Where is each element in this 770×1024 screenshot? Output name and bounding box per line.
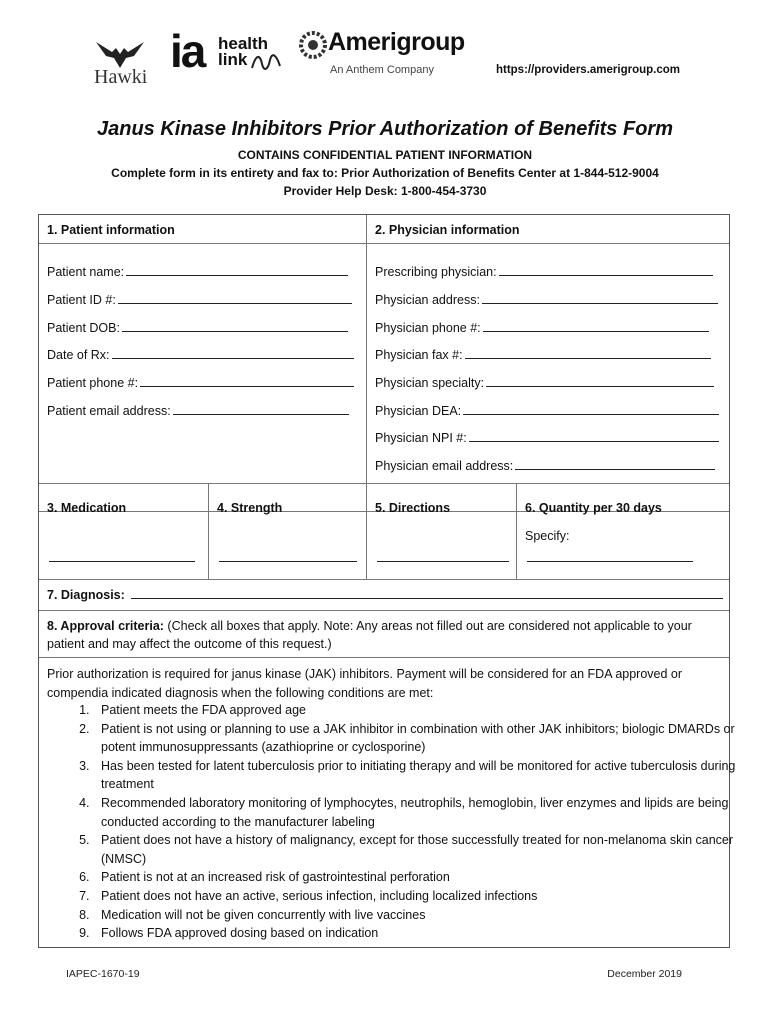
physician-address-field[interactable] [375, 291, 718, 307]
patient-email-field[interactable] [47, 402, 349, 418]
field-label: Prescribing physician: [375, 265, 497, 279]
field-label: Patient ID #: [47, 293, 116, 307]
form-code: IAPEC-1670-19 [66, 968, 140, 980]
condition-item[interactable]: 8. Medication will not be given concurrently with live vaccines [93, 906, 757, 925]
physician-dea-field[interactable] [375, 402, 719, 418]
hawki-logo-text: Hawki [94, 66, 148, 88]
field-label: Physician specialty: [375, 376, 485, 390]
prescribing-physician-field[interactable] [375, 263, 713, 279]
field-blank[interactable] [173, 402, 349, 415]
field-label: Patient email address: [47, 404, 171, 418]
amerigroup-logo-text: Amerigroup [328, 28, 465, 56]
physician-fax-field[interactable] [375, 346, 711, 362]
field-label: Physician DEA: [375, 404, 462, 418]
directions-heading: 5. Directions [375, 501, 451, 515]
field-blank[interactable] [131, 586, 723, 599]
fax-instructions: Complete form in its entirety and fax to: Prior Authorization of Benefits Center at 1-844-512-9004 [111, 166, 659, 180]
field-blank[interactable] [515, 457, 715, 470]
field-blank[interactable] [483, 319, 709, 332]
condition-item[interactable]: 4. Recommended laboratory monitoring of lymphocytes, neutrophils, hemoglobin, liver enzymes and lipids are being conducted according to the manufacturer labeling [93, 794, 757, 831]
physician-info-heading: 2. Physician information [375, 223, 520, 237]
physician-npi-field[interactable] [375, 429, 719, 445]
physician-specialty-field[interactable] [375, 374, 714, 390]
field-label: Physician email address: [375, 459, 514, 473]
ia-logo-text: ia [170, 25, 205, 77]
field-blank[interactable] [126, 263, 348, 276]
ia-health-link-logo [170, 25, 282, 80]
form-title: Janus Kinase Inhibitors Prior Authorization of Benefits Form [97, 118, 673, 140]
physician-phone-field[interactable] [375, 319, 709, 335]
field-blank[interactable] [499, 263, 713, 276]
hawki-logo [90, 38, 150, 90]
page-header [0, 0, 770, 110]
divider [39, 483, 729, 484]
authorization-form [38, 214, 736, 948]
ia-logo-sub-line: link [218, 50, 248, 69]
divider [208, 483, 209, 579]
patient-dob-field[interactable] [47, 319, 348, 335]
quantity-input[interactable] [525, 549, 693, 562]
strength-input[interactable] [217, 549, 357, 562]
form-date: December 2019 [607, 968, 682, 980]
condition-item[interactable]: 1. Patient meets the FDA approved age [93, 701, 757, 720]
physician-email-field[interactable] [375, 457, 715, 473]
field-label: Date of Rx: [47, 348, 110, 362]
field-blank[interactable] [465, 346, 711, 359]
condition-item[interactable]: 5. Patient does not have a history of malignancy, except for those successfully treated for non-melanoma skin cancer (NMSC) [93, 831, 757, 868]
diagnosis-field[interactable] [47, 586, 723, 602]
medication-heading: 3. Medication [47, 501, 127, 515]
patient-phone-field[interactable] [47, 374, 354, 390]
condition-item[interactable]: 2. Patient is not using or planning to use a JAK inhibitor in combination with other JAK inhibitors; biologic DMARDs or potent immunosuppressants (azathioprine or cyclosporine) [93, 720, 757, 757]
criteria-intro: Prior authorization is required for janus kinase (JAK) inhibitors. Payment will be considered for an FDA approved or compendia indicated diagnosis when the following conditions are met: [47, 667, 683, 700]
condition-item[interactable]: 3. Has been tested for latent tuberculosis prior to initiating therapy and will be monitored for active tuberculosis during treatment [93, 757, 757, 794]
condition-item[interactable]: 9. Follows FDA approved dosing based on indication [93, 924, 757, 943]
field-blank[interactable] [219, 549, 357, 562]
amerigroup-logo-sub: An Anthem Company [330, 64, 434, 76]
field-blank[interactable] [469, 429, 719, 442]
squiggle-icon [250, 50, 282, 72]
diagnosis-heading: 7. Diagnosis: [47, 588, 125, 602]
field-label: Patient name: [47, 265, 125, 279]
field-label: Patient DOB: [47, 321, 120, 335]
confidential-notice: CONTAINS CONFIDENTIAL PATIENT INFORMATION [237, 148, 533, 162]
field-blank[interactable] [463, 402, 719, 415]
field-label: Physician phone #: [375, 321, 481, 335]
field-blank[interactable] [482, 291, 718, 304]
field-label: Patient phone #: [47, 376, 139, 390]
divider [39, 610, 729, 611]
approval-criteria [47, 617, 707, 653]
patient-name-field[interactable] [47, 263, 348, 279]
patient-info-heading: 1. Patient information [47, 223, 175, 237]
help-desk: Provider Help Desk: 1-800-454-3730 [283, 184, 487, 198]
approval-criteria-heading: 8. Approval criteria: [47, 619, 164, 633]
approval-criteria-note: (Check all boxes that apply. Note: Any areas not filled out are considered not applicable to your patient and may affect the outcome of this request.) [47, 619, 692, 651]
field-label: Physician address: [375, 293, 480, 307]
divider [39, 579, 729, 580]
divider [39, 243, 729, 244]
specify-label: Specify: [525, 529, 570, 543]
condition-item[interactable]: 7. Patient does not have an active, serious infection, including localized infections [93, 887, 757, 906]
provider-url[interactable]: https://providers.amerigroup.com [495, 64, 680, 76]
field-blank[interactable] [122, 319, 348, 332]
divider [366, 215, 367, 579]
date-of-rx-field[interactable] [47, 346, 354, 362]
field-blank[interactable] [49, 549, 195, 562]
divider [516, 483, 517, 579]
condition-item[interactable]: 6. Patient is not at an increased risk of gastrointestinal perforation [93, 868, 757, 887]
amerigroup-logo [298, 30, 468, 80]
strength-heading: 4. Strength [217, 501, 283, 515]
amerigroup-mark-icon [298, 30, 328, 60]
patient-id-field[interactable] [47, 291, 352, 307]
field-blank[interactable] [377, 549, 509, 562]
field-label: Physician NPI #: [375, 431, 467, 445]
medication-input[interactable] [47, 549, 195, 562]
divider [39, 657, 729, 658]
ia-logo-sub-line: health [218, 34, 269, 53]
field-label: Physician fax #: [375, 348, 463, 362]
conditions-list [47, 701, 757, 943]
field-blank[interactable] [486, 374, 714, 387]
field-blank[interactable] [527, 549, 693, 562]
quantity-heading: 6. Quantity per 30 days [525, 501, 662, 515]
directions-input[interactable] [375, 549, 509, 562]
field-blank[interactable] [118, 291, 352, 304]
field-blank[interactable] [112, 346, 354, 359]
field-blank[interactable] [140, 374, 354, 387]
